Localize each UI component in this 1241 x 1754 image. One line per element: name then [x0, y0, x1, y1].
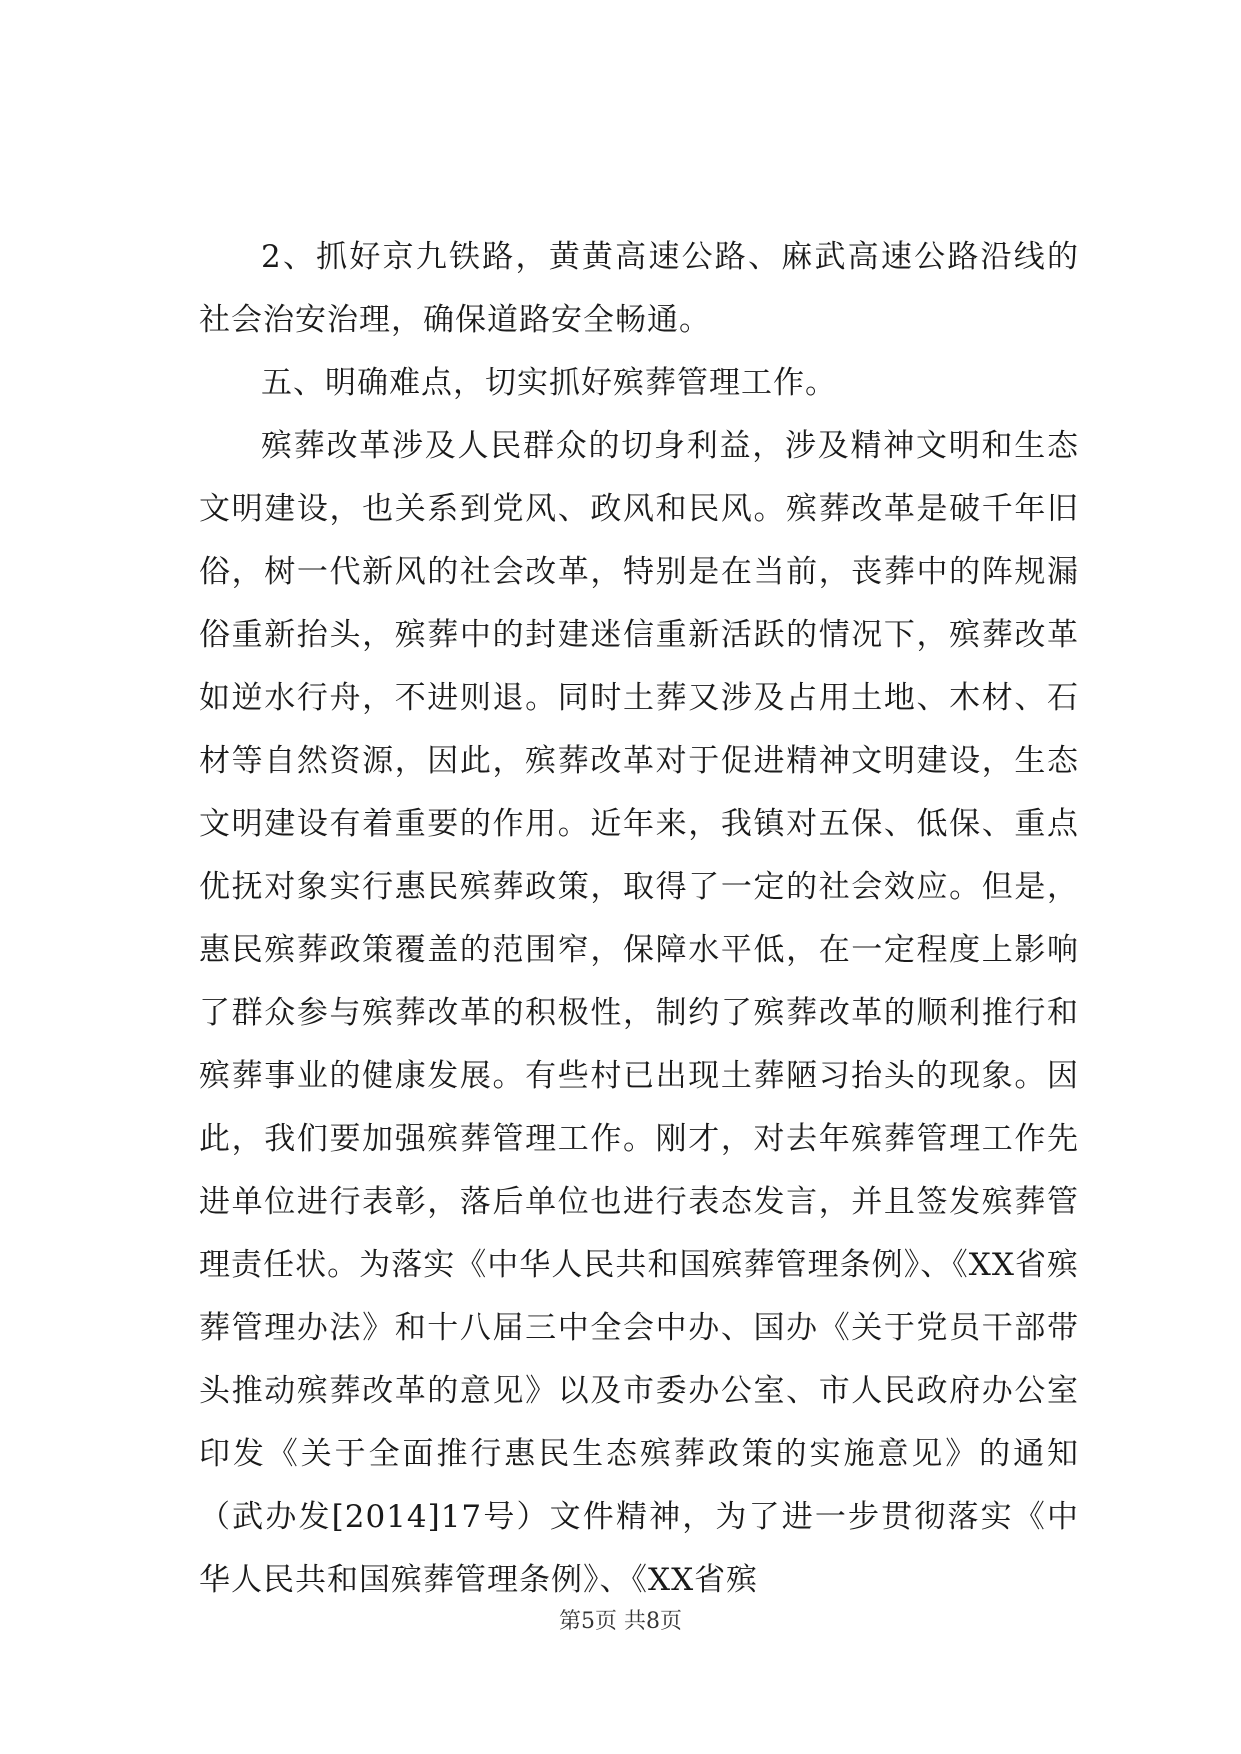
paragraph-funeral-reform: 殡葬改革涉及人民群众的切身利益，涉及精神文明和生态文明建设，也关系到党风、政风和民风。殡葬改革是破千年旧俗，树一代新风的社会改革，特别是在当前，丧葬中的阵规漏俗重新抬头，殡葬中的封建迷信重新活跃的情况下，殡葬改革如逆水行舟，不进则退。同时土葬又涉及占用土地、木材、石材等自然资源，因此，殡葬改革对于促进精神文明建设，生态文明建设有着重要的作用。近年来，我镇对五保、低保、重点优抚对象实行惠民殡葬政策，取得了一定的社会效应。但是，惠民殡葬政策覆盖的范围窄，保障水平低，在一定程度上影响了群众参与殡葬改革的积极性，制约了殡葬改革的顺利推行和殡葬事业的健康发展。有些村已出现土葬陋习抬头的现象。因此，我们要加强殡葬管理工作。刚才，对去年殡葬管理工作先进单位进行表彰，落后单位也进行表态发言，并且签发殡葬管理责任状。为落实《中华人民共和国殡葬管理条例》、《XX省殡葬管理办法》和十八届三中全会中办、国办《关于党员干部带头推动殡葬改革的意见》以及市委办公室、市人民政府办公室印发《关于全面推行惠民生态殡葬政策的实施意见》的通知（武办发[2014]17号）文件精神，为了进一步贯彻落实《中华人民共和国殡葬管理条例》、《XX省殡: [199, 428, 1079, 1598]
paragraph-section-heading: 五、明确难点，切实抓好殡葬管理工作。: [261, 365, 837, 401]
paragraph-road-security: 2、抓好京九铁路，黄黄高速公路、麻武高速公路沿线的社会治安治理，确保道路安全畅通。: [199, 239, 1079, 338]
document-body: [199, 226, 1079, 1612]
page-footer: 第5页 共8页: [559, 1609, 682, 1634]
